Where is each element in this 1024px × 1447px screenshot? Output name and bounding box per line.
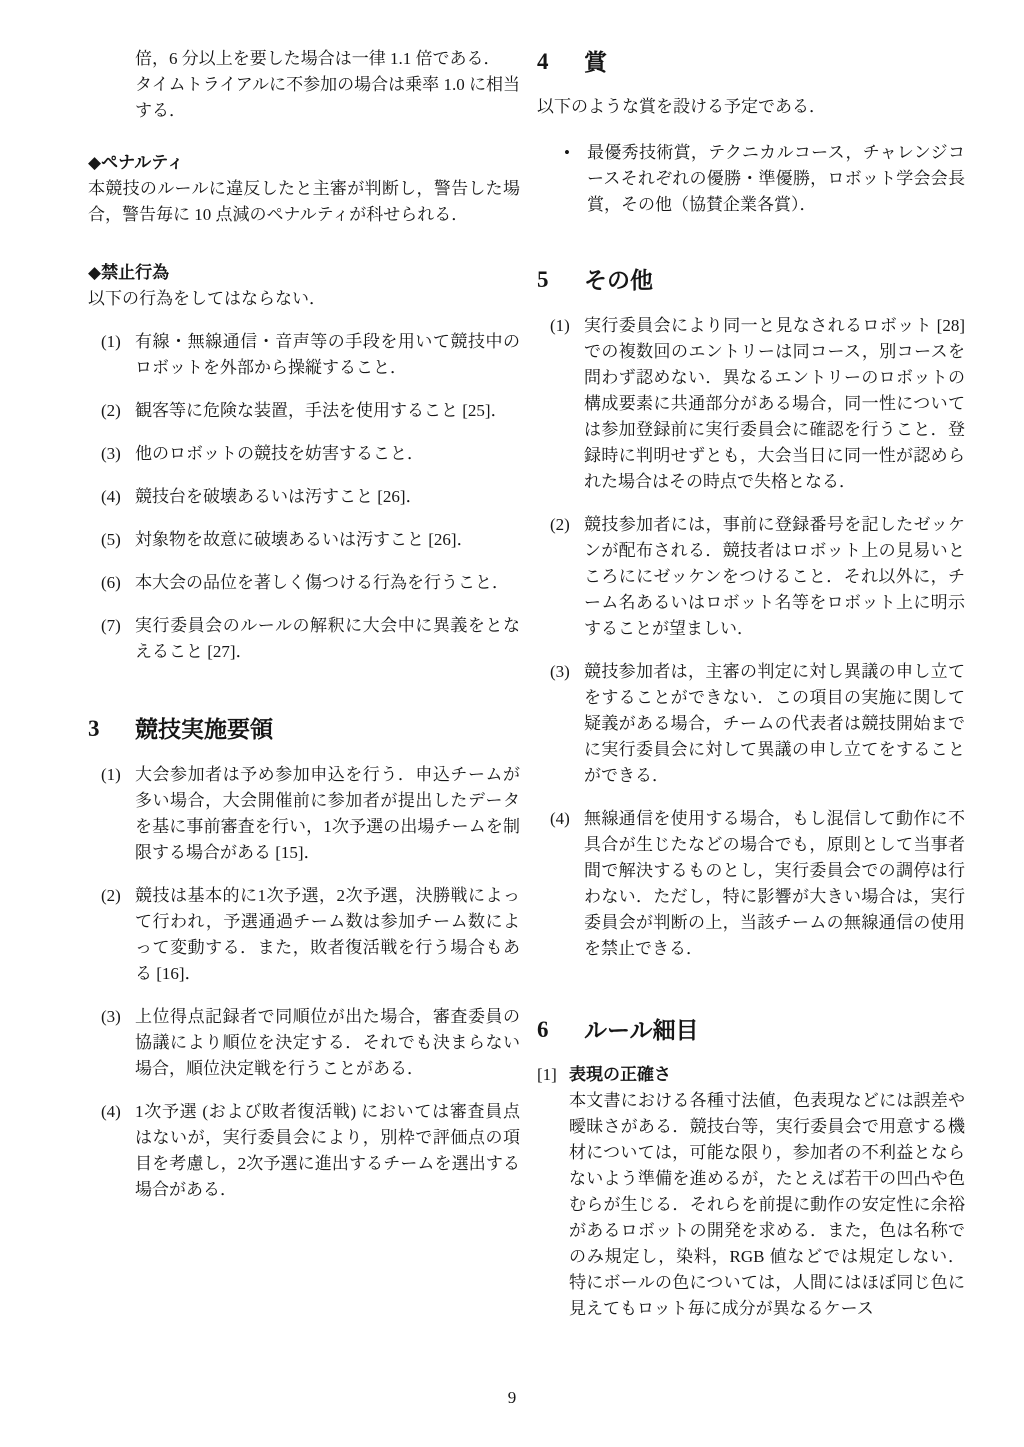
section-3-heading xyxy=(88,713,520,745)
list-item xyxy=(88,883,520,987)
item-label: [1] xyxy=(537,1065,557,1084)
list-item xyxy=(537,806,965,962)
item-text: 1次予選 (および敗者復活戦) においては審査員点はないが，実行委員会により，別枠で評価点の項目を考慮し，2次予選に進出するチームを選出する場合がある． xyxy=(135,1102,520,1199)
section-title: ルール細目 xyxy=(584,1017,699,1043)
continuation-block xyxy=(135,46,520,124)
bullet-icon: • xyxy=(564,143,570,162)
item-label: (2) xyxy=(101,886,121,905)
prohibited-acts-intro: 以下の行為をしてはならない． xyxy=(88,289,326,308)
item-label: (4) xyxy=(101,487,121,506)
list-item xyxy=(88,329,520,381)
section-6-heading xyxy=(537,1014,965,1046)
item-text: 他のロボットの競技を妨害すること． xyxy=(135,444,424,463)
item-text: 無線通信を使用する場合，もし混信して動作に不具合が生じたなどの場合でも，原則として当事者間で解決するものとし，実行委員会での調停は行わない．ただし，特に影響が大きい場合は，実行委員会が判断の上，当該チームの無線通信の使用を禁止できる． xyxy=(584,809,965,958)
item-text: 実行委員会により同一と見なされるロボット [28] での複数回のエントリーは同コース，別コースを問わず認めない．異なるエントリーのロボットの構成要素に共通部分がある場合，同一性については参加登録前に実行委員会に確認を行うこと．登録時に判明せずとも，大会当日に同一性が認められた場合はその時点で失格となる． xyxy=(584,316,965,491)
list-item xyxy=(88,527,520,553)
list-item xyxy=(88,1004,520,1082)
item-label: (2) xyxy=(101,401,121,420)
item-label: (3) xyxy=(550,662,570,681)
continuation-paragraph-2: タイムトライアルに不参加の場合は乗率 1.0 に相当する． xyxy=(135,75,520,120)
list-item xyxy=(537,313,965,495)
item-text: 競技は基本的に1次予選，2次予選，決勝戦によって行われ，予選通過チーム数は参加チーム数によって変動する．また，敗者復活戦を行う場合もある [16]． xyxy=(135,886,520,983)
item-text: 対象物を故意に破壊あるいは汚すこと [26]． xyxy=(135,530,474,549)
item-text: 有線・無線通信・音声等の手段を用いて競技中のロボットを外部から操縦すること． xyxy=(135,332,520,377)
section-title: 賞 xyxy=(584,49,607,75)
item-label: (1) xyxy=(550,316,570,335)
list-item xyxy=(88,398,520,424)
item-text: 観客等に危険な装置，手法を使用すること [25]． xyxy=(135,401,508,420)
item-label: (4) xyxy=(101,1102,121,1121)
item-label: (1) xyxy=(101,765,121,784)
section-number: 3 xyxy=(88,716,100,741)
rule-detail-item xyxy=(537,1062,965,1322)
section-number: 6 xyxy=(537,1017,549,1042)
item-text: 本大会の品位を著しく傷つける行為を行うこと． xyxy=(135,573,509,592)
section-title: 競技実施要領 xyxy=(135,716,273,742)
rule-text: 本文書における各種寸法値，色表現などには誤差や曖昧さがある．競技台等，実行委員会で用意する機材については，可能な限り，参加者の不利益とならないよう準備を進めるが，たとえば若干の凹凸や色むらが生じる．それらを前提に動作の安定性に余裕があるロボットの開発を求める．また，色は名称でのみ規定し，染料，RGB 値などでは規定しない．特にボールの色については，人間にはほぼ同じ色に見えてもロット毎に成分が異なるケース xyxy=(569,1091,965,1318)
item-text: 最優秀技術賞，テクニカルコース，チャレンジコースそれぞれの優勝・準優勝，ロボット学会会長賞，その他（協賛企業各賞）． xyxy=(587,143,965,214)
right-column xyxy=(537,46,965,1322)
item-label: (7) xyxy=(101,616,121,635)
list-item xyxy=(88,1099,520,1203)
list-item xyxy=(88,441,520,467)
section-4-intro: 以下のような賞を設ける予定である． xyxy=(537,97,826,116)
section-5-heading xyxy=(537,264,965,296)
item-text: 大会参加者は予め参加申込を行う．申込チームが多い場合，大会開催前に参加者が提出したデータを基に事前審査を行い，1次予選の出場チームを制限する場合がある [15]． xyxy=(135,765,520,862)
item-text: 競技台を破壊あるいは汚すこと [26]． xyxy=(135,487,423,506)
prohibited-acts-heading: ◆禁止行為 xyxy=(88,263,170,282)
item-label: (3) xyxy=(101,1007,121,1026)
list-item xyxy=(88,613,520,665)
bullet-list-item xyxy=(537,140,965,218)
list-item xyxy=(537,659,965,789)
left-column xyxy=(88,46,520,1203)
list-item xyxy=(88,484,520,510)
item-label: (2) xyxy=(550,515,570,534)
section-title: その他 xyxy=(584,267,653,293)
continuation-paragraph-1: 倍，6 分以上を要した場合は一律 1.1 倍である． xyxy=(135,49,501,68)
item-text: 上位得点記録者で同順位が出た場合，審査委員の協議により順位を決定する．それでも決まらない場合，順位決定戦を行うことがある． xyxy=(135,1007,520,1078)
item-label: (3) xyxy=(101,444,121,463)
section-number: 5 xyxy=(537,267,549,292)
rule-content xyxy=(569,1062,965,1322)
penalty-body: 本競技のルールに違反したと主審が判断し，警告した場合，警告毎に 10 点減のペナルティが科せられる． xyxy=(88,179,520,224)
section-4-heading xyxy=(537,46,965,78)
item-label: (5) xyxy=(101,530,121,549)
penalty-heading: ◆ペナルティ xyxy=(88,153,184,172)
item-text: 実行委員会のルールの解釈に大会中に異義をとなえること [27]． xyxy=(135,616,520,661)
list-item xyxy=(88,762,520,866)
item-text: 競技参加者は，主審の判定に対し異議の申し立てをすることができない．この項目の実施に関して疑義がある場合，チームの代表者は競技開始までに実行委員会に対して異議の申し立てをすることができる． xyxy=(584,662,965,785)
list-item xyxy=(537,512,965,642)
item-label: (1) xyxy=(101,332,121,351)
section-number: 4 xyxy=(537,49,549,74)
page-number: 9 xyxy=(507,1388,517,1407)
item-label: (4) xyxy=(550,809,570,828)
item-text: 競技参加者には，事前に登録番号を記したゼッケンが配布される．競技者はロボット上の見易いところににゼッケンをつけること．それ以外に，チーム名あるいはロボット名等をロボット上に明示することが望ましい． xyxy=(584,515,965,638)
item-label: (6) xyxy=(101,573,121,592)
list-item xyxy=(88,570,520,596)
rule-title: 表現の正確さ xyxy=(569,1065,671,1084)
